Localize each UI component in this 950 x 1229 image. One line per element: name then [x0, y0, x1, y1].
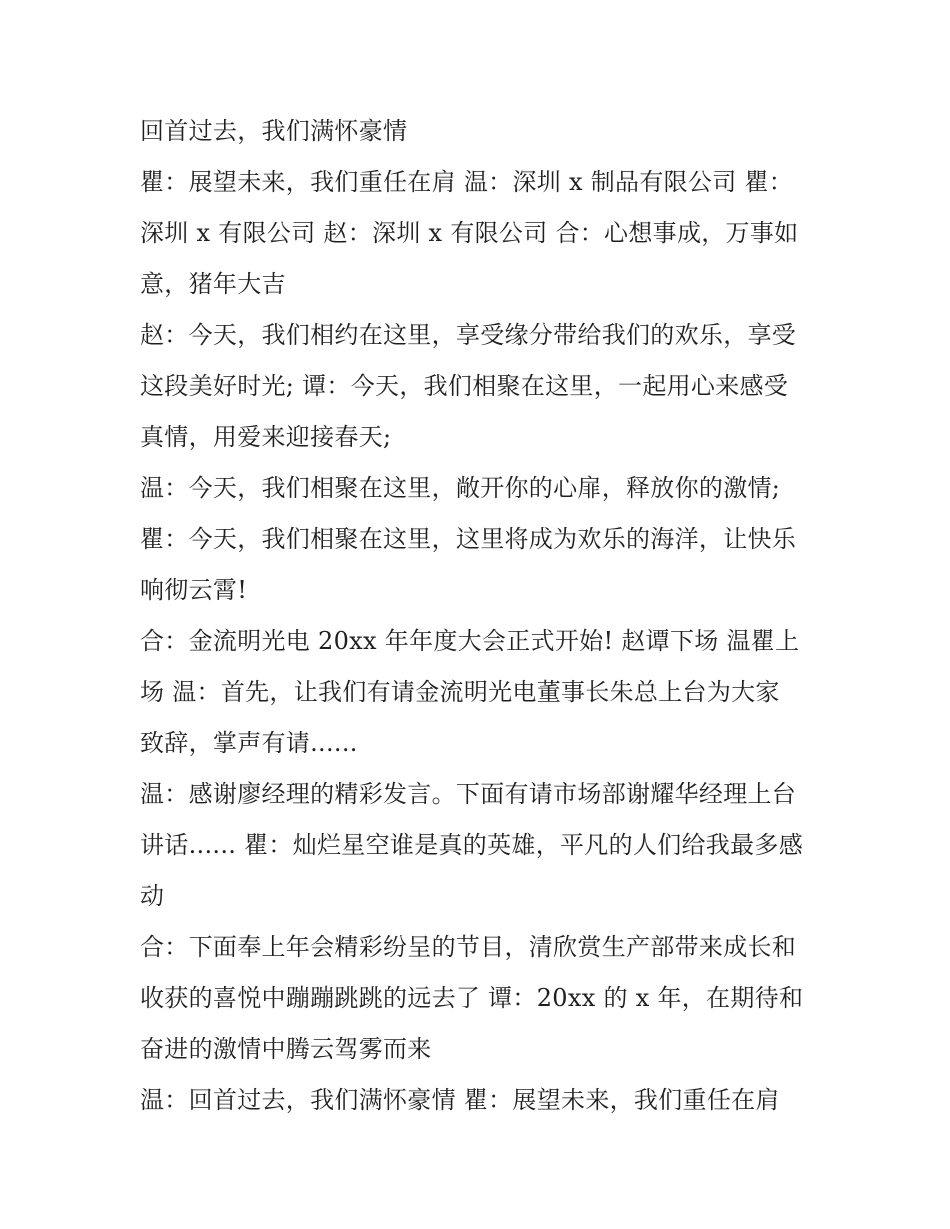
paragraph-8: [140, 922, 820, 1075]
text-line: 瞿：今天，我们相聚在这里，这里将成为欢乐的海洋，让快乐: [140, 525, 797, 553]
paragraph-4: [140, 463, 820, 514]
paragraph-9: [140, 1075, 820, 1126]
text-line: 响彻云霄!: [140, 576, 248, 604]
text-line: 收获的喜悦中蹦蹦跳跳的远去了 谭：20xx 的 x 年，在期待和: [140, 984, 804, 1012]
paragraph-1: [140, 106, 820, 157]
text-line: 温：回首过去，我们满怀豪情 瞿：展望未来，我们重任在肩: [140, 1086, 780, 1114]
text-line: 动: [140, 882, 165, 910]
text-line: 温：感谢廖经理的精彩发言。下面有请市场部谢耀华经理上台: [140, 780, 797, 808]
text-line: 合：金流明光电 20xx 年年度大会正式开始! 赵谭下场 温瞿上: [140, 627, 800, 655]
text-line: 合：下面奉上年会精彩纷呈的节目，清欣赏生产部带来成长和: [140, 933, 797, 961]
paragraph-6: [140, 616, 820, 769]
text-line: 讲话...... 瞿：灿烂星空谁是真的英雄，平凡的人们给我最多感: [140, 831, 803, 859]
text-line: 致辞，掌声有请......: [140, 729, 358, 757]
text-line: 深圳 x 有限公司 赵：深圳 x 有限公司 合：心想事成，万事如: [140, 219, 799, 247]
text-line: 这段美好时光; 谭：今天，我们相聚在这里，一起用心来感受: [140, 372, 789, 400]
text-line: 奋进的激情中腾云驾雾而来: [140, 1035, 432, 1063]
paragraph-7: [140, 769, 820, 922]
text-line: 瞿：展望未来，我们重任在肩 温：深圳 x 制品有限公司 瞿：: [140, 168, 794, 196]
text-line: 温：今天，我们相聚在这里，敞开你的心扉，释放你的激情;: [140, 474, 781, 502]
paragraph-5: [140, 514, 820, 616]
text-line: 场 温：首先，让我们有请金流明光电董事长朱总上台为大家: [140, 678, 780, 706]
paragraph-2: [140, 157, 820, 310]
paragraph-3: [140, 310, 820, 463]
text-line: 真情，用爱来迎接春天;: [140, 423, 392, 451]
document-body: [140, 106, 820, 1126]
text-line: 回首过去，我们满怀豪情: [140, 117, 408, 145]
text-line: 赵：今天，我们相约在这里，享受缘分带给我们的欢乐，享受: [140, 321, 797, 349]
text-line: 意，猪年大吉: [140, 270, 286, 298]
